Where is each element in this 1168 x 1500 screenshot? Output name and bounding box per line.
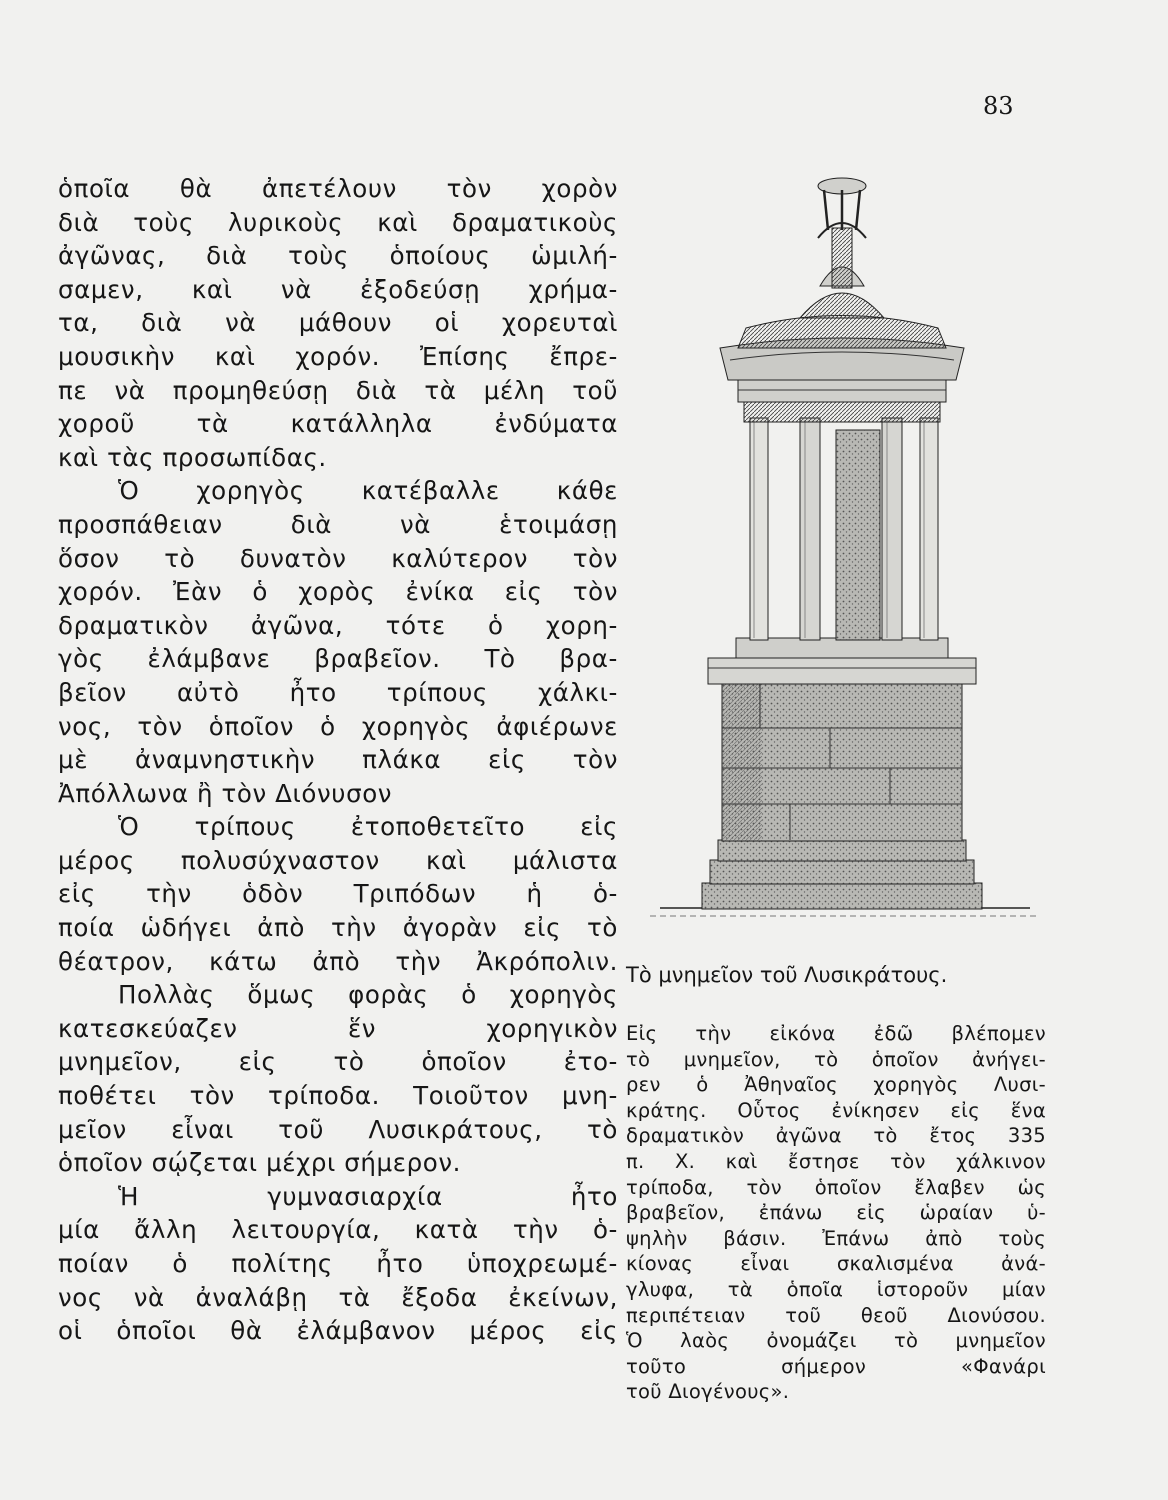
caption-line: τοῦ Διογένους». — [626, 1380, 790, 1404]
text-line: μουσικὴν καὶ χορόν. Ἐπίσης ἔπρε- — [58, 341, 618, 371]
text-line: μία ἄλλη λειτουργία, κατὰ τὴν ὁ- — [58, 1215, 618, 1245]
text-line: ὁποῖα θὰ ἀπετέλουν τὸν χορὸν — [58, 174, 618, 203]
caption-line: τὸ μνημεῖον, τὸ ὁποῖον ἀνήγει- — [626, 1047, 1046, 1071]
main-text-column — [58, 172, 618, 1348]
text-line: νος νὰ ἀναλάβῃ τὰ ἔξοδα ἐκείνων, — [58, 1282, 618, 1312]
text-line: γὸς ἐλάμβανε βραβεῖον. Τὸ βρα- — [58, 644, 618, 674]
text-line: βεῖον αὐτὸ ἦτο τρίπους χάλκι- — [58, 677, 618, 707]
text-line: ὅσον τὸ δυνατὸν καλύτερον τὸν — [58, 543, 618, 573]
text-line: ὁποῖον σῴζεται μέχρι σήμερον. — [58, 1148, 461, 1178]
caption-line: Εἰς τὴν εἰκόνα ἐδῶ βλέπομεν — [626, 1022, 1046, 1045]
text-line: πε νὰ προμηθεύσῃ διὰ τὰ μέλη τοῦ — [58, 375, 618, 405]
text-line: δραματικὸν ἀγῶνα, τότε ὁ χορη- — [58, 610, 618, 640]
figure-caption-text — [626, 1021, 1046, 1405]
text-line: νος, τὸν ὁποῖον ὁ χορηγὸς ἀφιέρωνε — [58, 711, 618, 741]
caption-line: τρίποδα, τὸν ὁποῖον ἔλαβεν ὡς — [626, 1175, 1046, 1199]
text-line: κατεσκεύαζεν ἕν χορηγικὸν — [58, 1013, 618, 1043]
text-line: χοροῦ τὰ κατάλληλα ἐνδύματα — [58, 409, 618, 439]
text-line: εἰς τὴν ὁδὸν Τριπόδων ἡ ὁ- — [58, 879, 618, 909]
text-line: μὲ ἀναμνηστικὴν πλάκα εἰς τὸν — [58, 745, 618, 775]
text-line: Ἀπόλλωνα ἢ τὸν Διόνυσον — [58, 778, 393, 808]
caption-line: ψηλὴν βάσιν. Ἐπάνω ἀπὸ τοὺς — [626, 1226, 1046, 1250]
text-line: Ὁ τρίπους ἐτοποθετεῖτο εἰς — [118, 812, 618, 842]
text-line: μέρος πολυσύχναστον καὶ μάλιστα — [58, 845, 618, 875]
text-line: οἱ ὁποῖοι θὰ ἐλάμβανον μέρος εἰς — [58, 1316, 618, 1346]
page-number: 83 — [983, 92, 1014, 120]
text-line: Πολλὰς ὅμως φορὰς ὁ χορηγὸς — [118, 980, 618, 1010]
text-line: προσπάθειαν διὰ νὰ ἑτοιμάσῃ — [58, 509, 618, 539]
text-line: ποίαν ὁ πολίτης ἦτο ὑποχρεωμέ- — [58, 1249, 618, 1278]
caption-line: Ὁ λαὸς ὀνομάζει τὸ μνημεῖον — [626, 1329, 1046, 1353]
caption-line: κράτης. Οὗτος ἐνίκησεν εἰς ἕνα — [626, 1098, 1046, 1122]
caption-line: ρεν ὁ Ἀθηναῖος χορηγὸς Λυσι- — [626, 1073, 1046, 1097]
text-line: Ὁ χορηγὸς κατέβαλλε κάθε — [118, 476, 618, 506]
text-line: μνημεῖον, εἰς τὸ ὁποῖον ἐτο- — [58, 1047, 618, 1077]
caption-line: γλυφα, τὰ ὁποῖα ἱστοροῦν μίαν — [626, 1277, 1046, 1301]
text-line: ἀγῶνας, διὰ τοὺς ὁποίους ὡμιλή- — [58, 241, 618, 271]
text-line: μεῖον εἶναι τοῦ Λυσικράτους, τὸ — [58, 1114, 618, 1144]
text-line: διὰ τοὺς λυρικοὺς καὶ δραματικοὺς — [58, 207, 618, 237]
lysicrates-monument-drawing — [650, 168, 1040, 958]
text-line: θέατρον, κάτω ἀπὸ τὴν Ἀκρόπολιν. — [58, 946, 618, 976]
caption-line: περιπέτειαν τοῦ θεοῦ Διονύσου. — [626, 1303, 1046, 1327]
text-line: ποία ὡδήγει ἀπὸ τὴν ἀγορὰν εἰς τὸ — [58, 913, 618, 943]
text-line: σαμεν, καὶ νὰ ἐξοδεύσῃ χρήμα- — [58, 274, 618, 304]
text-line: χορόν. Ἐὰν ὁ χορὸς ἐνίκα εἰς τὸν — [58, 577, 618, 607]
caption-line: κίονας εἶναι σκαλισμένα ἀνά- — [626, 1252, 1046, 1276]
caption-line: δραματικὸν ἀγῶνα τὸ ἔτος 335 — [626, 1124, 1046, 1148]
caption-line: π. Χ. καὶ ἔστησε τὸν χάλκινον — [626, 1149, 1046, 1173]
text-line: τα, διὰ νὰ μάθουν οἱ χορευταὶ — [58, 308, 618, 338]
text-line: Ἡ γυμνασιαρχία ἦτο — [118, 1181, 618, 1211]
caption-line: τοῦτο σήμερον «Φανάρι — [626, 1354, 1046, 1378]
text-line: ποθέτει τὸν τρίποδα. Τοιοῦτον μνη- — [58, 1081, 618, 1111]
caption-line: βραβεῖον, ἐπάνω εἰς ὡραίαν ὑ- — [626, 1201, 1046, 1225]
monument-illustration — [650, 168, 1040, 958]
figure-caption-title: Τὸ μνημεῖον τοῦ Λυσικράτους. — [626, 963, 948, 987]
text-line: καὶ τὰς προσωπίδας. — [58, 442, 327, 472]
